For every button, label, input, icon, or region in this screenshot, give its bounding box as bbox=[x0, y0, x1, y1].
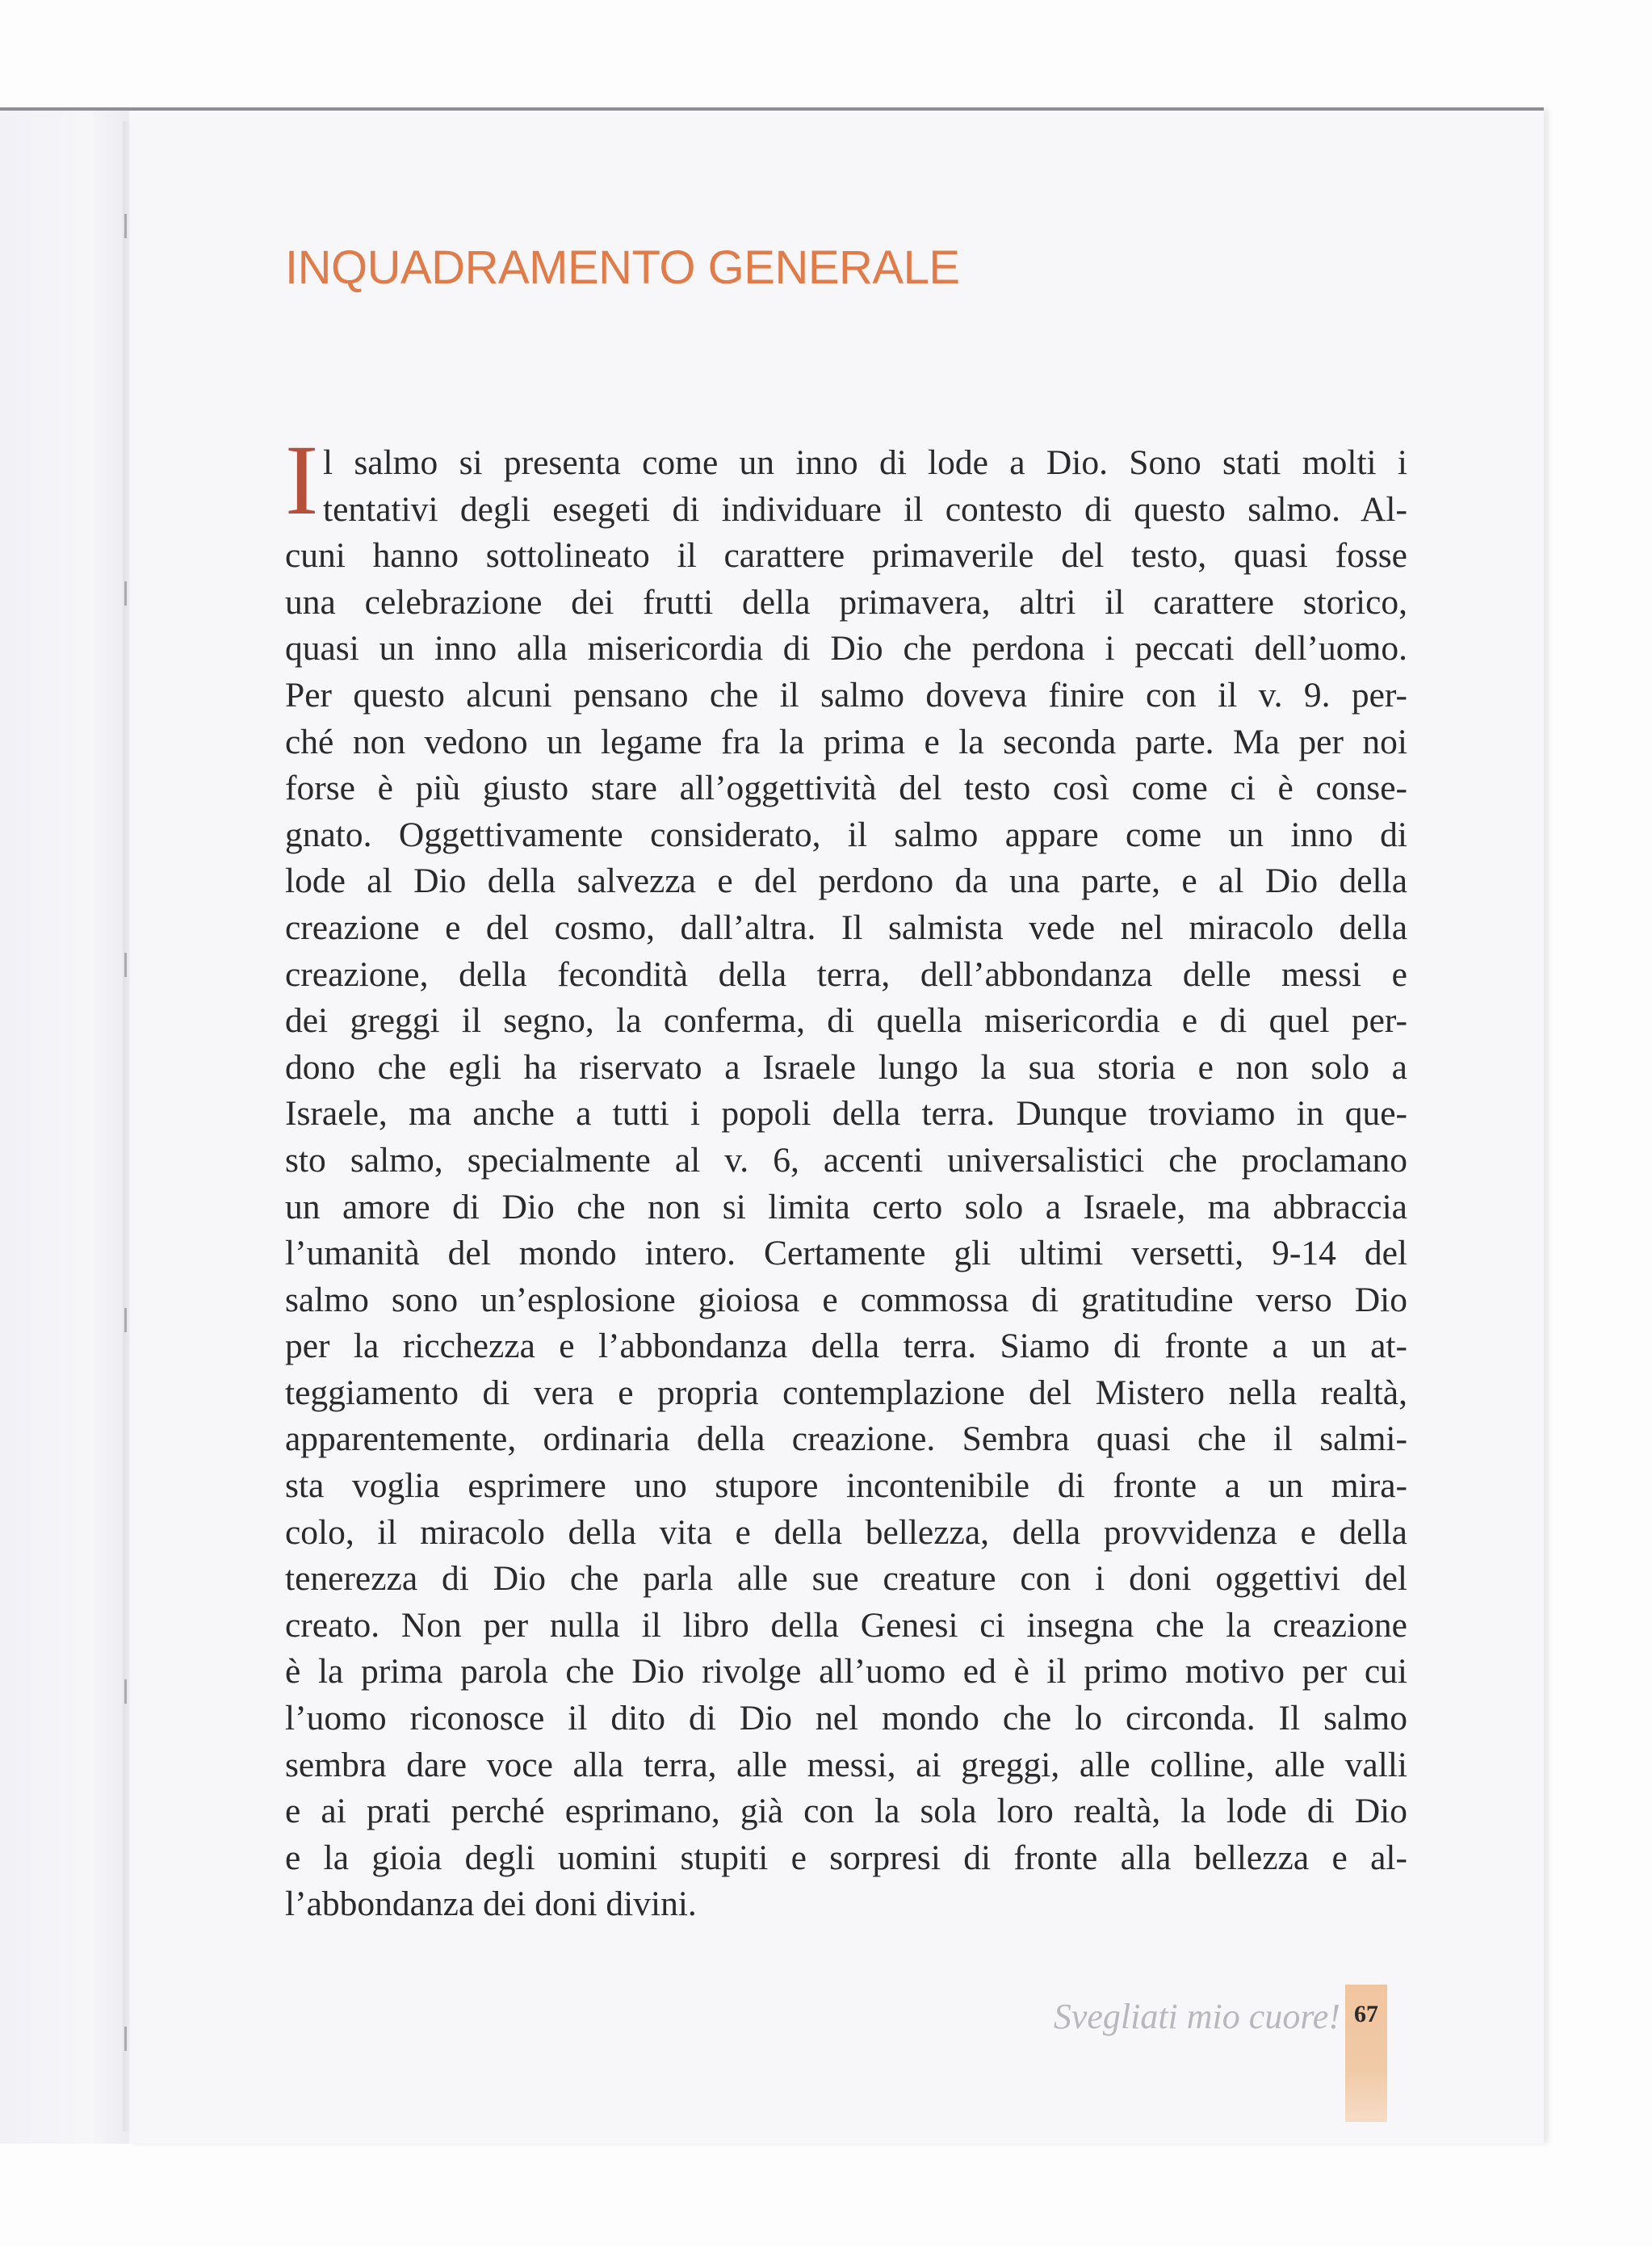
left-page-edge bbox=[0, 109, 129, 2144]
page-number: 67 bbox=[1354, 2001, 1378, 2027]
paragraph-line: creazione, della fecondità della terra, dell’abbondanza delle messi e bbox=[285, 954, 1407, 994]
paragraph-line: l’abbondanza dei doni divini. bbox=[285, 1884, 697, 1924]
section-heading: INQUADRAMENTO GENERALE bbox=[285, 241, 960, 294]
paragraph-line: dei greggi il segno, la conferma, di quella misericordia e di quel per- bbox=[285, 1001, 1407, 1041]
paragraph-line: forse è più giusto stare all’oggettività del testo così come ci è conse- bbox=[285, 769, 1407, 808]
binding-stitch bbox=[124, 581, 127, 606]
paragraph-line: sto salmo, specialmente al v. 6, accenti universalistici che proclamano bbox=[285, 1140, 1407, 1180]
paragraph-line: tenerezza di Dio che parla alle sue creature con i doni oggettivi del bbox=[285, 1559, 1407, 1599]
paragraph-line: sta voglia esprimere uno stupore incontenibile di fronte a un mira- bbox=[285, 1466, 1407, 1506]
binding-stitch bbox=[124, 1679, 127, 1704]
running-footer-title: Svegliati mio cuore! bbox=[1053, 1997, 1340, 2036]
binding-stitch bbox=[124, 1308, 127, 1332]
paragraph-line: creato. Non per nulla il libro della Genesi ci insegna che la creazione bbox=[285, 1605, 1407, 1645]
paragraph-line: creazione e del cosmo, dall’altra. Il salmista vede nel miracolo della bbox=[285, 908, 1407, 947]
paragraph-line: quasi un inno alla misericordia di Dio che perdona i peccati dell’uomo. bbox=[285, 629, 1407, 669]
paragraph-line: apparentemente, ordinaria della creazione. Sembra quasi che il salmi- bbox=[285, 1419, 1407, 1459]
paragraph-line: è la prima parola che Dio rivolge all’uomo ed è il primo motivo per cui bbox=[285, 1652, 1407, 1692]
paragraph-line: e la gioia degli uomini stupiti e sorpresi di fronte alla bellezza e al- bbox=[285, 1838, 1407, 1877]
paragraph-line: sembra dare voce alla terra, alle messi, ai greggi, alle colline, alle valli bbox=[285, 1745, 1407, 1784]
paragraph-line: dono che egli ha riservato a Israele lungo la sua storia e non solo a bbox=[285, 1047, 1407, 1087]
paragraph-line: Israele, ma anche a tutti i popoli della terra. Dunque troviamo in que- bbox=[285, 1094, 1407, 1134]
page-top-edge bbox=[0, 107, 1544, 111]
paragraph-line: salmo sono un’esplosione gioiosa e commossa di gratitudine verso Dio bbox=[285, 1280, 1407, 1319]
paragraph-line: gnato. Oggettivamente considerato, il salmo appare come un inno di bbox=[285, 815, 1407, 854]
drop-cap: I bbox=[285, 425, 319, 535]
paragraph-line: un amore di Dio che non si limita certo solo a Israele, ma abbraccia bbox=[285, 1187, 1407, 1226]
paragraph-line: per la ricchezza e l’abbondanza della terra. Siamo di fronte a un at- bbox=[285, 1327, 1407, 1366]
paragraph-line: tentativi degli esegeti di individuare il contesto di questo salmo. Al- bbox=[323, 489, 1407, 529]
paragraph-line: ché non vedono un legame fra la prima e la seconda parte. Ma per noi bbox=[285, 722, 1407, 761]
body-paragraph bbox=[285, 440, 1407, 1928]
binding-stitch bbox=[124, 2027, 127, 2051]
paragraph-line: l’uomo riconosce il dito di Dio nel mondo che lo circonda. Il salmo bbox=[285, 1699, 1407, 1738]
paragraph-line: colo, il miracolo della vita e della bellezza, della provvidenza e della bbox=[285, 1512, 1407, 1552]
paragraph-line: una celebrazione dei frutti della primavera, altri il carattere storico, bbox=[285, 582, 1407, 622]
paragraph-line: teggiamento di vera e propria contemplazione del Mistero nella realtà, bbox=[285, 1373, 1407, 1412]
binding-stitch bbox=[124, 214, 127, 238]
paragraph-line: e ai prati perché esprimano, già con la sola loro realtà, la lode di Dio bbox=[285, 1792, 1407, 1831]
paragraph-line: l salmo si presenta come un inno di lode a Dio. Sono stati molti i bbox=[323, 443, 1407, 482]
paragraph-line: Per questo alcuni pensano che il salmo doveva finire con il v. 9. per- bbox=[285, 675, 1407, 715]
paragraph-line: l’umanità del mondo intero. Certamente gli ultimi versetti, 9-14 del bbox=[285, 1234, 1407, 1273]
paragraph-line: cuni hanno sottolineato il carattere primaverile del testo, quasi fosse bbox=[285, 536, 1407, 576]
book-gutter bbox=[123, 121, 131, 2132]
paragraph-line: lode al Dio della salvezza e del perdono da una parte, e al Dio della bbox=[285, 861, 1407, 901]
binding-stitch bbox=[124, 953, 127, 977]
